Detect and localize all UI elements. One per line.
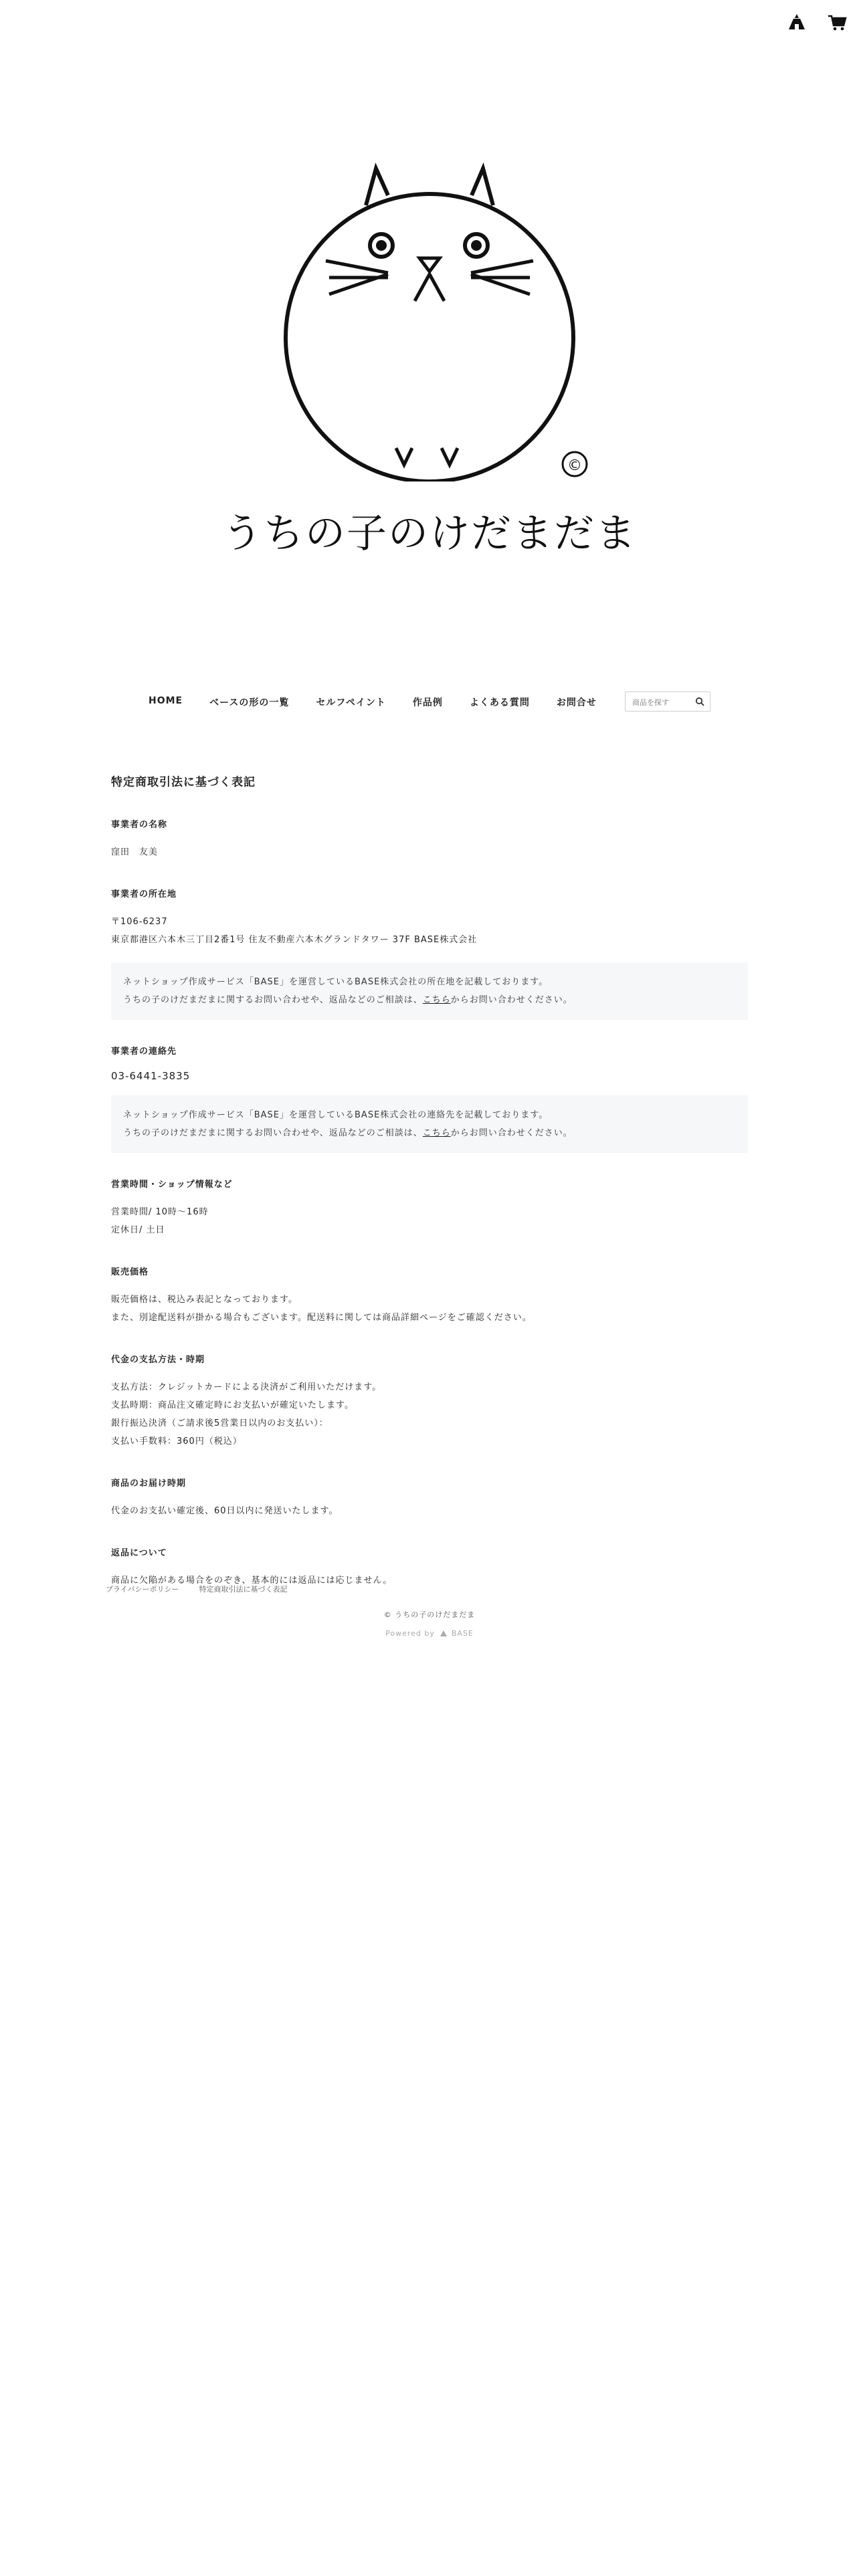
return-line: 商品に欠陥がある場合をのぞき、基本的には返品には応じません。 (111, 1576, 393, 1586)
shop-name: うちの子のけだまだま (222, 510, 637, 557)
footer-link-privacy[interactable]: プライバシーポリシー (106, 1585, 179, 1594)
postal-code: 〒106-6237 (111, 917, 168, 927)
header-icons (787, 12, 847, 32)
return-heading: 返品について (111, 1548, 167, 1558)
price-line: また、別途配送料が掛かる場合もございます。配送料に関しては商品詳細ページをご確認ください。 (111, 1313, 532, 1323)
contact-heading: 事業者の連絡先 (111, 1047, 177, 1057)
base-logo-icon (440, 1630, 447, 1636)
legal-content (111, 772, 748, 1590)
search-box (625, 691, 710, 712)
payment-line: 支払い手数料：360円（税込） (111, 1436, 242, 1446)
name-value: 窪田 友美 (111, 847, 159, 857)
nav-item-base-shapes[interactable]: ベースの形の一覧 (209, 697, 290, 708)
nav-item-contact[interactable]: お問合せ (556, 697, 597, 708)
search-icon[interactable] (695, 697, 704, 706)
powered-by-brand: BASE (451, 1629, 474, 1638)
page-title: 特定商取引法に基づく表記 (111, 776, 256, 789)
contact-link[interactable]: こちら (422, 995, 451, 1005)
contact-note (111, 1095, 748, 1153)
delivery-line: 代金のお支払い確定後、60日以内に発送いたします。 (111, 1506, 339, 1516)
cart-icon[interactable] (827, 12, 847, 32)
nav-item-works[interactable]: 作品例 (412, 697, 443, 708)
hours-line: 営業時間/ 10時〜16時 (111, 1207, 209, 1217)
address-heading: 事業者の所在地 (111, 889, 177, 899)
cat-logo-illustration (262, 160, 597, 481)
account-icon[interactable] (787, 12, 807, 32)
delivery-heading: 商品のお届け時期 (111, 1479, 187, 1489)
copyright-mark: © (567, 457, 582, 474)
address-value: 東京都港区六本木三丁目2番1号 住友不動産六本木グランドタワー 37F BASE株式会社 (111, 935, 478, 945)
payment-line: 支払方法：クレジットカードによる決済がご利用いただけます。 (111, 1382, 382, 1392)
hours-line: 定休日/ 土日 (111, 1225, 165, 1235)
price-line: 販売価格は、税込み表記となっております。 (111, 1295, 298, 1305)
phone-number: 03-6441-3835 (111, 1070, 191, 1082)
payment-line: 銀行振込決済（ご請求後5営業日以内のお支払い）： (111, 1418, 328, 1428)
global-nav (0, 683, 859, 724)
hours-heading: 営業時間・ショップ情報など (111, 1180, 233, 1190)
search-input[interactable] (631, 693, 698, 712)
address-note-line: うちの子のけだまだまに関するお問い合わせや、返品などのご相談は、こちらからお問い合わせください。 (123, 995, 573, 1005)
powered-by[interactable] (0, 1629, 859, 1638)
price-heading: 販売価格 (111, 1267, 149, 1277)
contact-link[interactable]: こちら (422, 1128, 451, 1138)
contact-note-line: ネットショップ作成サービス「BASE」を運営しているBASE株式会社の連絡先を記載しております。 (123, 1110, 549, 1120)
footer-link-legal[interactable]: 特定商取引法に基づく表記 (199, 1585, 288, 1594)
nav-item-faq[interactable]: よくある質問 (469, 697, 530, 708)
name-heading: 事業者の名称 (111, 820, 168, 830)
nav-item-self-paint[interactable]: セルフペイント (316, 697, 386, 708)
powered-by-text: Powered by (385, 1629, 435, 1638)
payment-line: 支払時期：商品注文確定時にお支払いが確定いたします。 (111, 1400, 354, 1410)
contact-note-line: うちの子のけだまだまに関するお問い合わせや、返品などのご相談は、こちらからお問い合わせください。 (123, 1128, 573, 1138)
payment-heading: 代金の支払方法・時期 (111, 1355, 205, 1365)
shop-logo[interactable] (0, 160, 859, 562)
nav-item-home[interactable]: HOME (149, 695, 183, 706)
address-note-line: ネットショップ作成サービス「BASE」を運営しているBASE株式会社の所在地を記載しております。 (123, 977, 549, 987)
address-note (111, 962, 748, 1020)
footer-copyright: © うちの子のけだまだま (383, 1610, 476, 1619)
